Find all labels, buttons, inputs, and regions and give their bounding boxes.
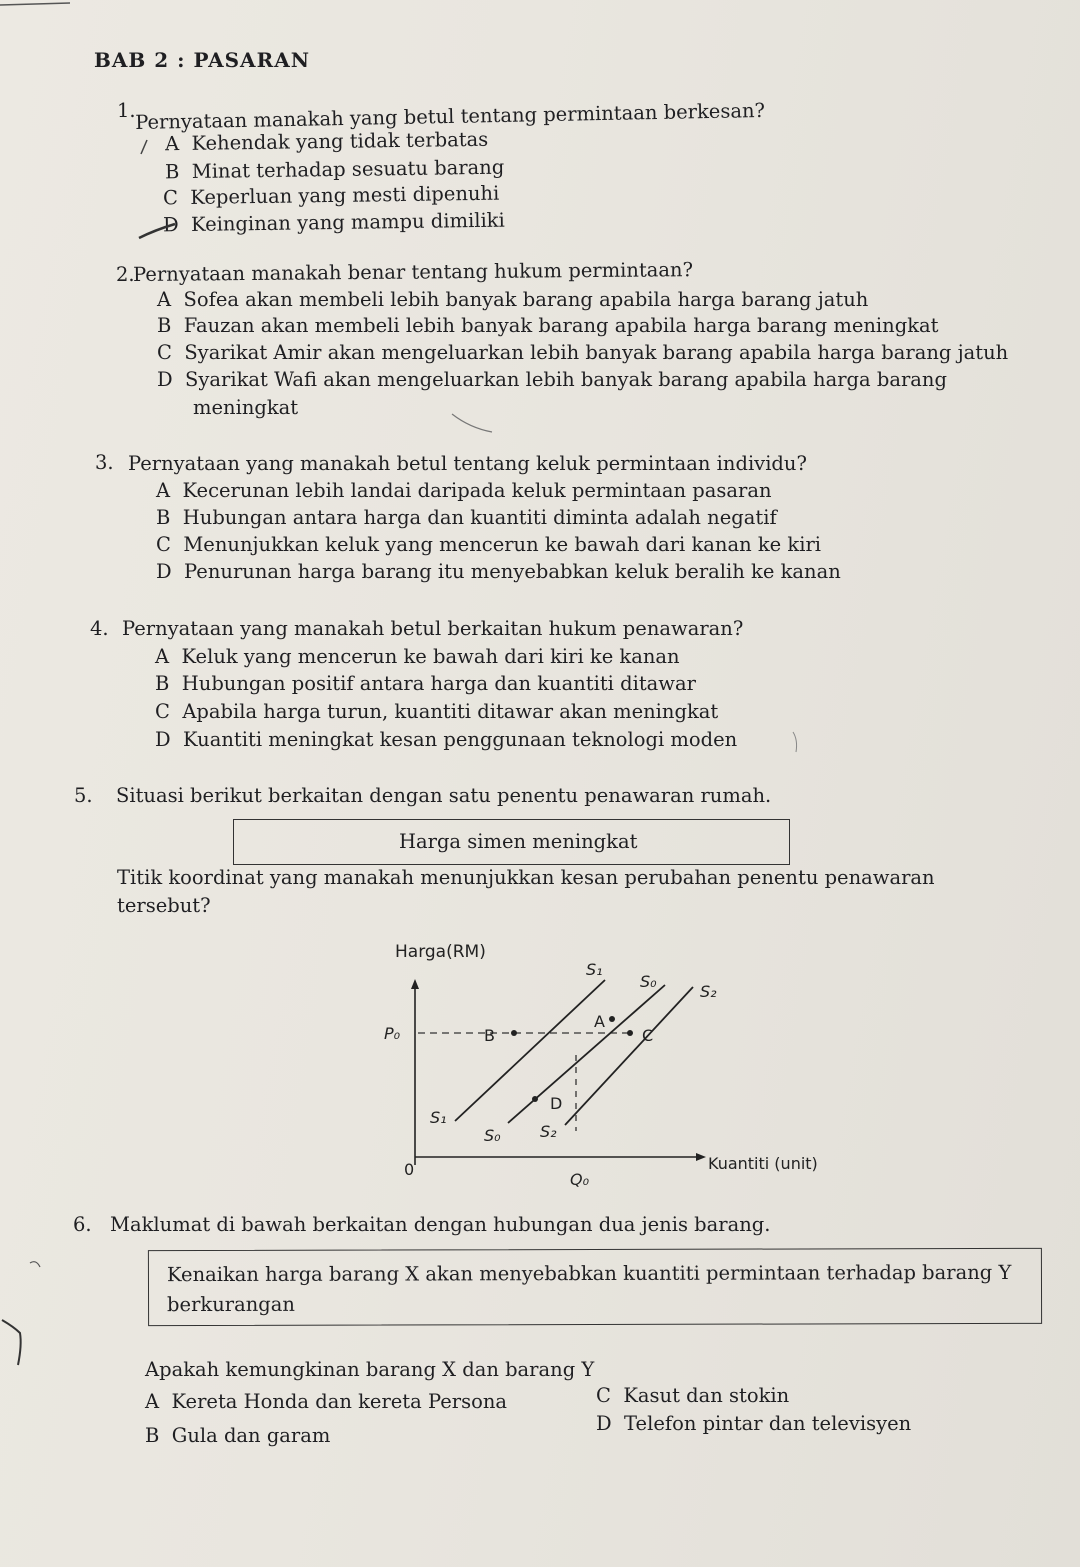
option-text: Kecerunan lebih landai daripada keluk permintaan pasaran: [182, 479, 772, 502]
q5-box-text: Harga simen meningkat: [399, 830, 638, 853]
option-letter: C: [155, 700, 170, 723]
q4-option-c[interactable]: [155, 700, 718, 723]
q4-option-b[interactable]: [155, 672, 696, 695]
label-s1-top: S₁: [586, 960, 603, 979]
option-letter: B: [145, 1424, 160, 1447]
point-label-b: B: [484, 1026, 495, 1045]
option-letter: B: [164, 160, 180, 184]
y-tick-p0: P₀: [384, 1024, 401, 1043]
pencil-answer-mark: [135, 138, 195, 248]
q6-option-a[interactable]: [145, 1390, 507, 1413]
point-d: [532, 1096, 538, 1102]
margin-pencil-marks: [0, 1255, 60, 1385]
option-text: Keperluan yang mesti dipenuhi: [190, 181, 500, 209]
q2-option-a[interactable]: [157, 288, 868, 311]
option-text: Kasut dan stokin: [623, 1384, 790, 1407]
option-letter: A: [155, 645, 170, 668]
option-letter: D: [157, 368, 173, 391]
option-letter: A: [157, 288, 172, 311]
pencil-stroke: [450, 410, 510, 440]
option-text: Minat terhadap sesuatu barang: [191, 155, 505, 183]
q6-option-c[interactable]: [596, 1384, 789, 1407]
option-letter: D: [156, 560, 172, 583]
q6-option-d[interactable]: [596, 1412, 911, 1435]
option-text: Kereta Honda dan kereta Persona: [171, 1390, 507, 1413]
option-text: Gula dan garam: [171, 1424, 331, 1447]
label-s2-top: S₂: [700, 982, 717, 1001]
q1-stem: Pernyataan manakah yang betul tentang permintaan berkesan?: [135, 98, 766, 134]
q3-option-a[interactable]: [156, 479, 772, 502]
point-label-c: C: [642, 1026, 654, 1045]
option-letter: A: [145, 1390, 160, 1413]
option-text: Hubungan positif antara harga dan kuantiti ditawar: [181, 672, 696, 695]
supply-shift-chart: [360, 935, 840, 1195]
q1-option-c[interactable]: [163, 182, 500, 210]
label-s0-bottom: S₀: [484, 1126, 501, 1145]
option-letter: D: [596, 1412, 612, 1435]
x-axis-label: Kuantiti (unit): [708, 1154, 818, 1173]
q6-option-b[interactable]: [145, 1424, 330, 1447]
option-text: Sofea akan membeli lebih banyak barang apabila harga barang jatuh: [183, 288, 869, 311]
q3-option-d[interactable]: [156, 560, 841, 583]
option-text: Fauzan akan membeli lebih banyak barang apabila harga barang meningkat: [183, 314, 939, 337]
q2-option-d-continued: meningkat: [193, 396, 299, 419]
point-c: [627, 1030, 633, 1036]
q5-number: 5.: [74, 784, 93, 807]
q1-option-d[interactable]: [163, 209, 505, 237]
option-letter: D: [162, 213, 179, 237]
q6-box-line1: Kenaikan harga barang X akan menyebabkan kuantiti permintaan terhadap barang Y: [166, 1260, 1012, 1287]
option-letter: A: [156, 479, 171, 502]
label-s2-bottom: S₂: [540, 1122, 557, 1141]
option-letter: B: [156, 506, 171, 529]
q6-stem: Maklumat di bawah berkaitan dengan hubungan dua jenis barang.: [110, 1213, 771, 1236]
q6-box-line2: berkurangan: [167, 1292, 295, 1317]
option-text: Kuantiti meningkat kesan penggunaan teknologi moden: [183, 728, 738, 751]
q4-option-a[interactable]: [155, 645, 680, 668]
origin-label: 0: [404, 1160, 415, 1179]
y-axis-label: Harga(RM): [395, 942, 486, 962]
q4-option-d[interactable]: [155, 728, 737, 751]
option-text: Syarikat Amir akan mengeluarkan lebih banyak barang apabila harga barang jatuh: [184, 341, 1009, 364]
option-letter: C: [596, 1384, 611, 1407]
q4-number: 4.: [90, 617, 109, 640]
q3-stem: Pernyataan yang manakah betul tentang keluk permintaan individu?: [128, 452, 807, 475]
q5-follow-up-line1: Titik koordinat yang manakah menunjukkan kesan perubahan penentu penawaran: [117, 866, 935, 889]
x-tick-q0: Q₀: [570, 1170, 590, 1189]
q5-stem: Situasi berikut berkaitan dengan satu penentu penawaran rumah.: [116, 784, 772, 807]
option-text: Keluk yang mencerun ke bawah dari kiri ke kanan: [181, 645, 680, 668]
page-edge-mark: [0, 0, 120, 12]
option-text: Apabila harga turun, kuantiti ditawar akan meningkat: [182, 700, 719, 723]
option-letter: C: [156, 533, 171, 556]
q4-stem: Pernyataan yang manakah betul berkaitan hukum penawaran?: [122, 617, 744, 640]
q2-stem: Pernyataan manakah benar tentang hukum permintaan?: [133, 258, 694, 286]
option-text: Hubungan antara harga dan kuantiti diminta adalah negatif: [182, 506, 777, 529]
q2-option-d[interactable]: [157, 368, 947, 391]
q6-number: 6.: [73, 1213, 92, 1236]
q6-info-box: [148, 1248, 1042, 1326]
option-letter: D: [155, 728, 171, 751]
point-a: [609, 1016, 615, 1022]
q5-situation-box: [233, 819, 790, 865]
option-text: Telefon pintar dan televisyen: [624, 1412, 912, 1435]
q1-option-a[interactable]: [165, 128, 489, 156]
q1-number: 1.: [117, 99, 136, 122]
option-text: Syarikat Wafi akan mengeluarkan lebih banyak barang apabila harga barang: [185, 368, 947, 391]
option-letter: B: [155, 672, 170, 695]
q5-follow-up-line2: tersebut?: [117, 894, 211, 917]
chapter-title: BAB 2 : PASARAN: [94, 48, 310, 72]
q3-option-c[interactable]: [156, 533, 821, 556]
option-letter: C: [162, 186, 179, 210]
label-s0-top: S₀: [640, 972, 657, 991]
q3-number: 3.: [95, 451, 114, 474]
q1-option-b[interactable]: [165, 156, 505, 184]
option-text: Menunjukkan keluk yang mencerun ke bawah dari kanan ke kiri: [183, 533, 822, 556]
q2-option-b[interactable]: [157, 314, 938, 337]
q2-number: 2.: [116, 263, 135, 286]
supply-curve-s1: [455, 980, 605, 1121]
point-b: [511, 1030, 517, 1036]
point-label-d: D: [550, 1094, 563, 1113]
option-letter: B: [157, 314, 172, 337]
point-label-a: A: [594, 1012, 605, 1031]
label-s1-bottom: S₁: [430, 1108, 447, 1127]
option-letter: A: [164, 132, 180, 156]
x-axis-arrow: [696, 1153, 706, 1161]
y-axis-arrow: [411, 979, 419, 989]
option-text: Penurunan harga barang itu menyebabkan keluk beralih ke kanan: [184, 560, 841, 583]
q6-follow-up: Apakah kemungkinan barang X dan barang Y: [145, 1358, 595, 1381]
option-letter: C: [157, 341, 172, 364]
q2-option-c[interactable]: [157, 341, 1008, 364]
q3-option-b[interactable]: [156, 506, 777, 529]
option-text: Keinginan yang mampu dimiliki: [190, 208, 505, 236]
option-text: Kehendak yang tidak terbatas: [191, 127, 489, 155]
pencil-stroke: [790, 730, 810, 760]
